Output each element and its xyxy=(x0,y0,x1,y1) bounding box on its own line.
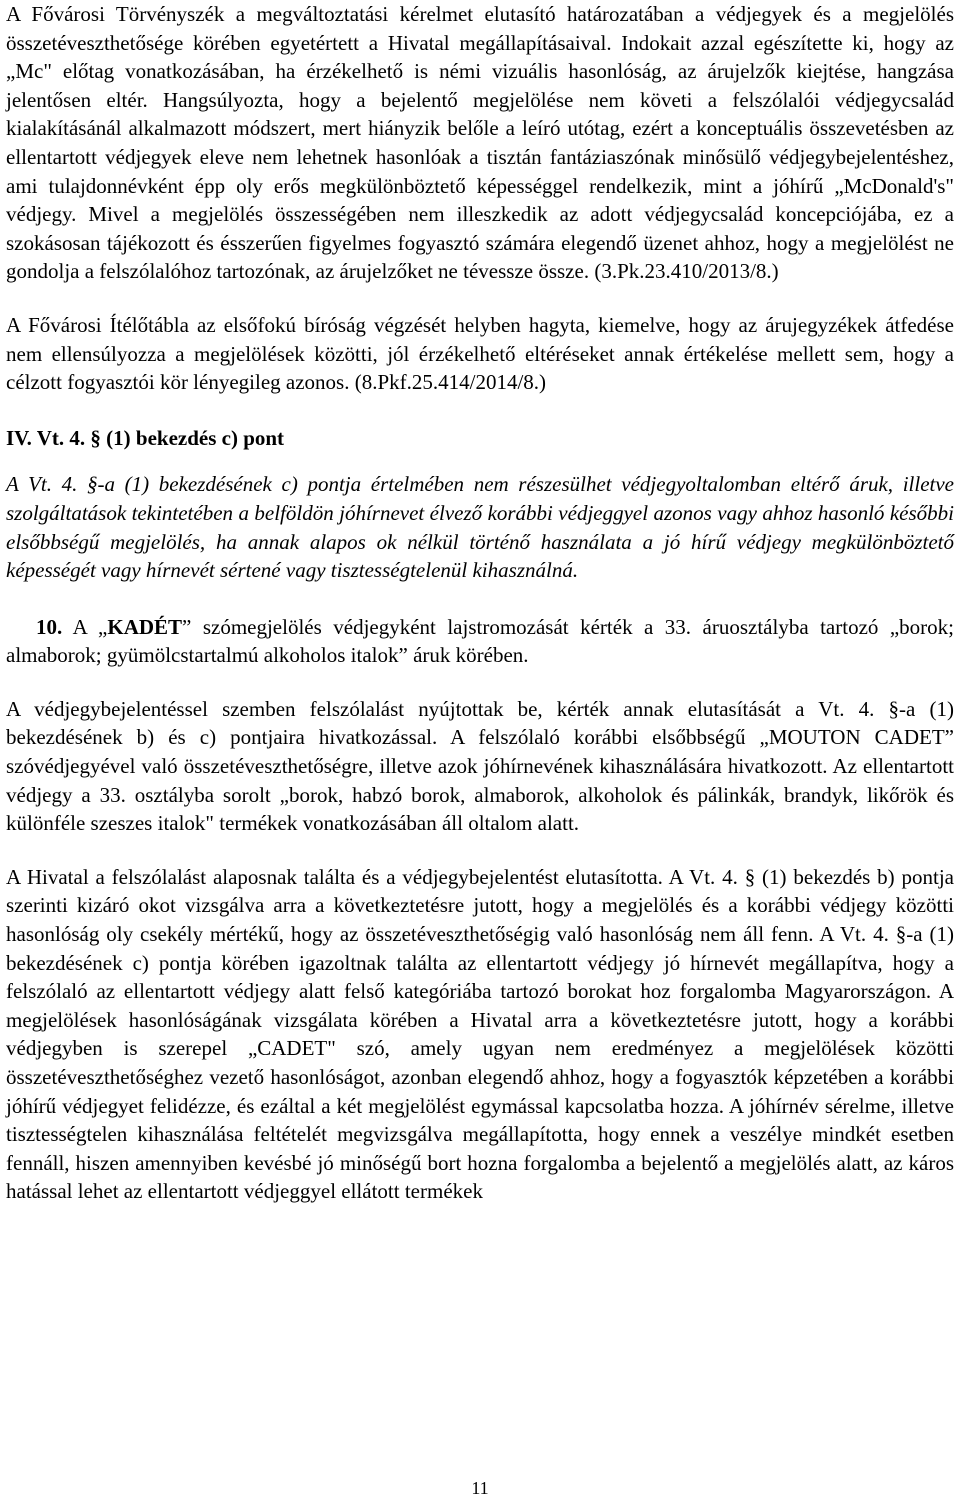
section-heading xyxy=(6,424,954,453)
case-intro-post: ” szómegjelölés védjegyként lajstromozását kérték a 33. áruosztályba tartozó „borok; almaborok; gyümölcstartalmú alkoholos italok” áruk körében. xyxy=(6,614,955,668)
paragraph-appeal-ruling: A Fővárosi Ítélőtábla az elsőfokú bíróság végzését helyben hagyta, kiemelve, hogy az árujegyzékek átfedése nem ellensúlyozza a megjelölések közötti, jól érzékelhető eltéréseket annak értékelése mellett sem, hogy a célzott fogyasztói kör lényegileg azonos. (8.Pkf.25.414/2014/8.) xyxy=(6,312,954,395)
paragraph-opposition: A védjegybejelentéssel szemben felszólalást nyújtottak be, kérték annak elutasítását a Vt. 4. §-a (1) bekezdésének b) és c) pontjaira hivatkozással. A felszólaló korábbi elsőbbségű „MOUTON CADET” szóvédjegyével való összetéveszthetőségre, illetve azok jóhírnevének kihasználására hivatkozott. Az ellentartott védjegy a 33. osztályba sorolt „borok, habzó borok, almaborok, alkoholok és pálinkák, brandyk, likőrök és különféle szeszes italok" termékek vonatkozásában áll oltalom alatt. xyxy=(6,696,954,836)
paragraph-case-10 xyxy=(6,613,954,670)
paragraph-office-decision: A Hivatal a felszólalást alaposnak találta és a védjegybejelentést elutasította. A Vt. 4. § (1) bekezdés b) pontja szerinti kizáró okot vizsgálva arra a következtetésre jutott, hogy a megjelölés és a korábbi védjegy közötti hasonlóság oly csekély mértékű, hogy az összetéveszthetőségig való hasonlóság nem áll fenn. A Vt. 4. §-a (1) bekezdésének c) pontja körében igazoltnak találta az ellentartott védjegy jó hírnevét megállapítva, hogy a felszólaló az ellentartott védjegy alatt felső kategóriába tartozó borokat hoz forgalomba Magyarországon. A megjelölések hasonlóságának vizsgálata körében a Hivatal arra a következtetésre jutott, hogy a korábbi védjegyben is szerepel „CADET" szó, amely ugyan nem eredményez a megjelölések közötti összetéveszthetőséghez vezető hasonlóságot, azonban elegendő ahhoz, hogy a fogyasztók képzetében a korábbi jóhírű védjegyet felidézze, és ezáltal a két megjelölést egymással kapcsolatba hozza. A jóhírnév sérelme, illetve tisztességtelen kihasználása feltételét megvizsgálva megállapította, hogy ennek a veszélye mindkét esetben fennáll, hiszen amennyiben kevésbé jó minőségű bort hozna forgalomba a bejelentő a megjelölés alatt, az káros hatással lehet az ellentartott védjeggyel ellátott termékek xyxy=(6,864,954,1204)
section-heading-text: IV. Vt. 4. § (1) bekezdés c) pont xyxy=(6,425,285,450)
page-number: 11 xyxy=(471,1478,489,1498)
paragraph-court-ruling: A Fővárosi Törvényszék a megváltoztatási kérelmet elutasító határozatában a védjegyek és a megjelölés összetéveszthetősége körében egyetértett a Hivatal megállapításaival. Indokait azzal egészítette ki, hogy az „Mc" előtag vonatkozásában, ha érzékelhető is némi vizuális hasonlóság, az árujelzők kiejtése, hangzása jelentősen eltér. Hangsúlyozta, hogy a bejelentő megjelölése nem követi a felszólalói védjegycsalád kialakításánál alkalmazott módszert, mert hiányzik belőle a leíró utótag, ezért a konceptuális összevetésben az ellentartott védjegyek eleve nem lehetnek hasonlóak a tisztán fantáziaszónak minősülő védjegybejelentéshez, ami tulajdonnévként épp oly erős megkülönböztető képességgel rendelkezik, mint a jóhírű „McDonald's" védjegy. Mivel a megjelölés összességében nem illeszkedik az adott védjegycsalád koncepciójába, ez a szokásosan tájékozott és ésszerűen figyelmes fogyasztó számára elegendő üzenet ahhoz, hogy a megjelölést ne gondolja a felszólalóhoz tartozónak, az árujelzőket ne tévessze össze. (3.Pk.23.410/2013/8.) xyxy=(6,2,954,284)
case-intro-pre: A „ xyxy=(72,614,108,639)
document-page xyxy=(6,0,954,1206)
case-trademark-name: KADÉT xyxy=(107,614,183,639)
case-number: 10. xyxy=(36,614,63,639)
paragraph-statute-quote: A Vt. 4. §-a (1) bekezdésének c) pontja értelmében nem részesülhet védjegyoltalomban eltérő áruk, illetve szolgáltatások tekintetében a belföldön jóhírnevet élvező korábbi védjeggyel azonos vagy ahhoz hasonló későbbi elsőbbségű megjelölés, ha annak alapos ok nélkül történő használata a jó hírű védjegy megkülönböztető képességét vagy hírnevét sértené vagy tisztességtelenül kihasználná. xyxy=(6,472,954,583)
